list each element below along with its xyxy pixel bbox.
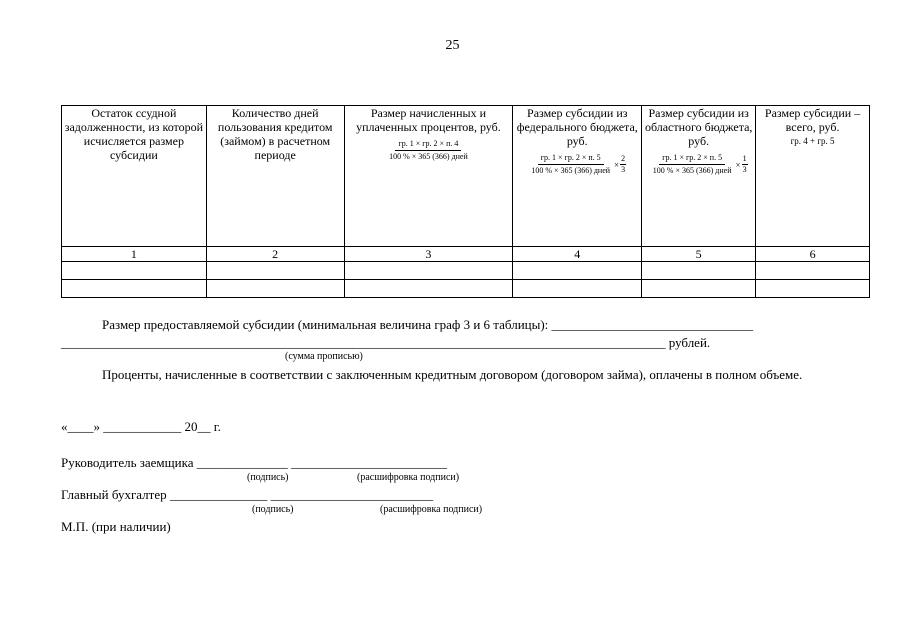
- table-cell[interactable]: [62, 280, 207, 298]
- page-number: 25: [445, 38, 460, 53]
- column-number: 6: [756, 247, 870, 262]
- date-line: «____» ____________ 20__ г.: [61, 419, 221, 434]
- accountant-signature-line: Главный бухгалтер _______________ _________________________: [61, 487, 434, 502]
- table-header-cell: [62, 106, 207, 247]
- federal-formula: [528, 153, 626, 176]
- sum-in-words-caption: (сумма прописью): [285, 351, 363, 362]
- table-cell[interactable]: [206, 280, 344, 298]
- header-text: Размер субсидии из областного бюджета, руб.: [644, 106, 753, 148]
- table-header-cell: [756, 106, 870, 247]
- table-cell[interactable]: [206, 262, 344, 280]
- formula-denominator: 100 % × 365 (366) дней: [531, 166, 611, 175]
- table-header-cell: [344, 106, 513, 247]
- table-header-cell: [206, 106, 344, 247]
- table-cell[interactable]: [756, 262, 870, 280]
- ratio-numerator: 2: [621, 154, 626, 163]
- table-cell[interactable]: [344, 262, 513, 280]
- ratio-numerator: 1: [742, 154, 747, 163]
- regional-formula: [650, 153, 748, 176]
- signature-caption: (подпись): [252, 504, 294, 515]
- header-text: Остаток ссудной задолженности, из которой исчисляется размер субсидии: [64, 106, 204, 162]
- column-number: 2: [206, 247, 344, 262]
- header-text: Размер начисленных и уплаченных процентов, руб.: [356, 106, 501, 134]
- formula-numerator: гр. 1 × гр. 2 × п. 4: [395, 139, 461, 151]
- table-cell[interactable]: [62, 262, 207, 280]
- table-cell[interactable]: [642, 262, 756, 280]
- column-number: 4: [513, 247, 642, 262]
- subsidy-table: [61, 105, 870, 298]
- table-cell[interactable]: [642, 280, 756, 298]
- subsidy-amount-line: Размер предоставляемой субсидии (минимальная величина граф 3 и 6 таблицы): _______________________________: [102, 317, 754, 332]
- signature-caption: (подпись): [247, 472, 289, 483]
- table-cell[interactable]: [344, 280, 513, 298]
- table-header-cell: [642, 106, 756, 247]
- column-number-row: [62, 247, 870, 262]
- column-number: 1: [62, 247, 207, 262]
- ratio-denominator: 3: [742, 165, 747, 174]
- header-text: Размер субсидии из федерального бюджета, руб.: [516, 106, 638, 148]
- formula-numerator: гр. 1 × гр. 2 × п. 5: [659, 153, 725, 165]
- table-header-cell: [513, 106, 642, 247]
- table-row: [62, 280, 870, 298]
- director-signature-line: Руководитель заемщика ______________ ________________________: [61, 455, 448, 470]
- interest-formula: [386, 139, 471, 162]
- interest-paid-paragraph: Проценты, начисленные в соответствии с заключенным кредитным договором (договором займа), оплачены в полном объеме.: [102, 367, 803, 382]
- header-text: Размер субсидии – всего, руб.: [764, 106, 861, 134]
- formula-numerator: гр. 1 × гр. 2 × п. 5: [538, 153, 604, 165]
- total-formula: гр. 4 + гр. 5: [790, 136, 835, 146]
- ratio-denominator: 3: [621, 165, 626, 174]
- multiply-sign: ×: [735, 159, 741, 170]
- decoding-caption: (расшифровка подписи): [357, 472, 460, 483]
- header-text: Количество дней пользования кредитом (займом) в расчетном периоде: [217, 106, 333, 162]
- formula-denominator: 100 % × 365 (366) дней: [652, 166, 732, 175]
- multiply-sign: ×: [614, 159, 620, 170]
- table-cell[interactable]: [513, 280, 642, 298]
- formula-denominator: 100 % × 365 (366) дней: [389, 152, 468, 161]
- column-number: 5: [642, 247, 756, 262]
- column-number: 3: [344, 247, 513, 262]
- stamp-line: М.П. (при наличии): [61, 519, 171, 534]
- decoding-caption: (расшифровка подписи): [380, 504, 483, 515]
- table-row: [62, 262, 870, 280]
- subsidy-amount-line-2: _____________________________________________________________________________________________ рублей.: [61, 335, 711, 350]
- table-cell[interactable]: [756, 280, 870, 298]
- table-cell[interactable]: [513, 262, 642, 280]
- table-header-row: [62, 106, 870, 247]
